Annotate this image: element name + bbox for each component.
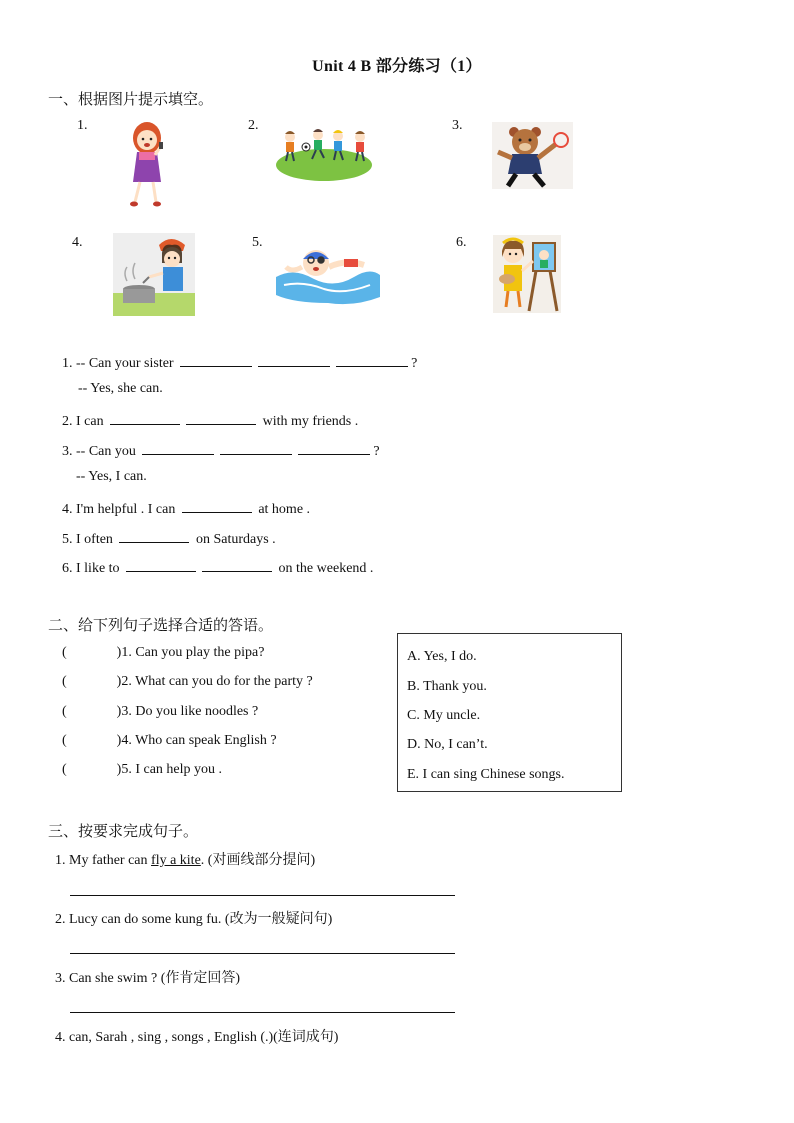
answer-options-box	[397, 633, 622, 792]
page-title: Unit 4 B 部分练习（1）	[312, 58, 482, 75]
girl-cooking-illustration	[113, 233, 195, 316]
fill-sentence-3: 3. -- Can you ?	[62, 440, 380, 460]
blank[interactable]	[186, 410, 256, 425]
blank[interactable]	[182, 498, 252, 513]
blank[interactable]	[180, 352, 252, 367]
pic-number-2: 2.	[248, 118, 259, 133]
kids-playing-football-illustration	[276, 123, 373, 182]
match-question-4: ( )4. Who can speak English ?	[62, 733, 277, 748]
answer-line-2[interactable]	[70, 953, 455, 954]
answer-line-1[interactable]	[70, 895, 455, 896]
pic-number-3: 3.	[452, 118, 463, 133]
section2-heading: 二、给下列句子选择合适的答语。	[48, 618, 274, 634]
rewrite-question-1: 1. My father can fly a kite. (对画线部分提问)	[55, 853, 316, 868]
rewrite-question-3: 3. Can she swim ? (作肯定回答)	[55, 971, 241, 986]
reply-3: -- Yes, I can.	[76, 469, 147, 484]
match-question-3: ( )3. Do you like noodles ?	[62, 704, 259, 719]
answer-option-d: D. No, I can’t.	[407, 737, 488, 752]
pic-number-4: 4.	[72, 235, 83, 250]
fill-sentence-2: 2. I can with my friends .	[62, 410, 358, 430]
section3-heading: 三、按要求完成句子。	[48, 824, 199, 840]
pic-number-1: 1.	[77, 118, 88, 133]
answer-line-3[interactable]	[70, 1012, 455, 1013]
girl-singing-illustration	[125, 120, 170, 208]
blank[interactable]	[126, 557, 196, 572]
boy-swimming-illustration	[274, 237, 382, 307]
answer-option-e: E. I can sing Chinese songs.	[407, 767, 565, 782]
section1-heading: 一、根据图片提示填空。	[48, 92, 214, 108]
blank[interactable]	[110, 410, 180, 425]
rewrite-question-4: 4. can, Sarah , sing , songs , English (.)(连词成句)	[55, 1030, 339, 1045]
girl-drawing-illustration	[493, 235, 561, 313]
blank[interactable]	[119, 528, 189, 543]
fill-sentence-4: 4. I'm helpful . I can at home .	[62, 498, 310, 518]
answer-option-a: A. Yes, I do.	[407, 649, 477, 664]
blank[interactable]	[298, 440, 370, 455]
pic-number-5: 5.	[252, 235, 263, 250]
underlined-phrase: fly a kite	[151, 853, 201, 868]
answer-option-c: C. My uncle.	[407, 708, 481, 723]
match-question-5: ( )5. I can help you .	[62, 762, 223, 777]
bear-kung-fu-illustration	[492, 122, 573, 189]
fill-sentence-1: 1. -- Can your sister ?	[62, 352, 417, 372]
answer-option-b: B. Thank you.	[407, 679, 487, 694]
fill-sentence-6: 6. I like to on the weekend .	[62, 557, 373, 577]
blank[interactable]	[202, 557, 272, 572]
rewrite-question-2: 2. Lucy can do some kung fu. (改为一般疑问句)	[55, 912, 333, 927]
match-question-2: ( )2. What can you do for the party ?	[62, 674, 313, 689]
fill-sentence-5: 5. I often on Saturdays .	[62, 528, 276, 548]
blank[interactable]	[142, 440, 214, 455]
reply-1: -- Yes, she can.	[78, 381, 163, 396]
blank[interactable]	[336, 352, 408, 367]
pic-number-6: 6.	[456, 235, 467, 250]
match-question-1: ( )1. Can you play the pipa?	[62, 645, 265, 660]
blank[interactable]	[220, 440, 292, 455]
blank[interactable]	[258, 352, 330, 367]
